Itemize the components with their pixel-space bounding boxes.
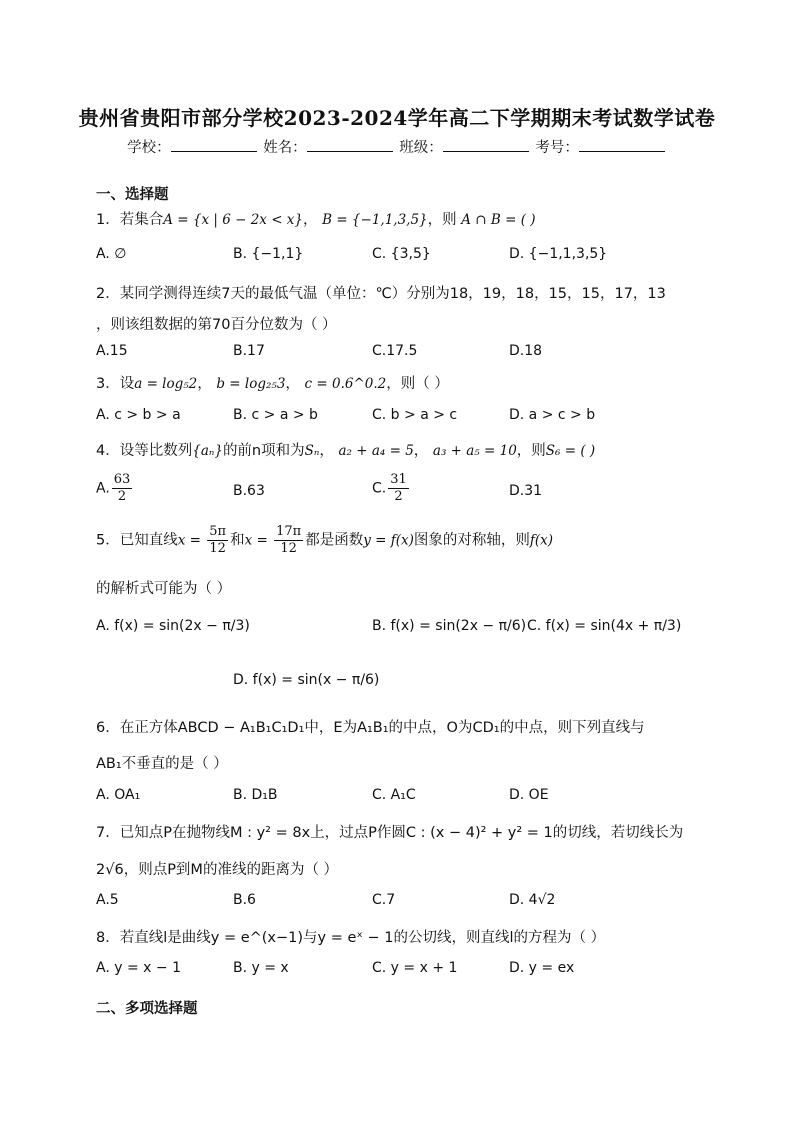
q7-option-c[interactable]: C.7: [372, 892, 396, 908]
fraction: $\frac{5\pi}{12}$: [209, 524, 227, 556]
exam-number-field[interactable]: [579, 136, 665, 152]
question-7-line-2: 2√6，则点P到M的准线的距离为（ ）: [96, 862, 339, 878]
fraction: $\frac{31}{2}$: [390, 472, 407, 504]
question-6-line-1: 6．在正方体ABCD − A₁B₁C₁D₁中，E为A₁B₁的中点，O为CD₁的中点，则下列直线与: [96, 720, 645, 736]
q3-option-a[interactable]: A. c > b > a: [96, 407, 181, 423]
student-info-line: [0, 136, 794, 157]
q1-option-c[interactable]: C. {3,5}: [372, 246, 431, 262]
q3-option-b[interactable]: B. c > a > b: [233, 407, 318, 423]
set-a: A = {x | 6 − 2x < x}: [163, 212, 303, 228]
q1-option-a[interactable]: A. ∅: [96, 246, 127, 262]
name-label: 姓名：: [263, 140, 307, 156]
q8-option-c[interactable]: C. y = x + 1: [372, 960, 458, 976]
q8-option-b[interactable]: B. y = x: [233, 960, 289, 976]
q7-option-d[interactable]: D. 4√2: [509, 892, 556, 908]
q7-option-b[interactable]: B.6: [233, 892, 256, 908]
q5-option-a[interactable]: A. f(x) = sin(2x − π/3): [96, 618, 250, 634]
q4-option-b[interactable]: B.63: [233, 483, 265, 499]
q8-option-d[interactable]: D. y = ex: [509, 960, 575, 976]
question-5-line-2: 的解析式可能为（ ）: [96, 581, 232, 597]
q3-option-c[interactable]: C. b > a > c: [372, 407, 458, 423]
q2-option-b[interactable]: B.17: [233, 343, 265, 359]
q6-option-b[interactable]: B. D₁B: [233, 787, 278, 803]
section-heading-choice: 一、选择题: [96, 187, 169, 203]
exam-title: 贵州省贵阳市部分学校2023-2024学年高二下学期期末考试数学试卷: [78, 106, 716, 130]
q5-option-b[interactable]: B. f(x) = sin(2x − π/6): [372, 618, 527, 634]
q1-option-d[interactable]: D. {−1,1,3,5}: [509, 246, 608, 262]
school-field[interactable]: [171, 136, 257, 152]
section-heading-multiple-choice: 二、多项选择题: [96, 1001, 198, 1017]
class-label: 班级：: [399, 140, 443, 156]
q3-option-d[interactable]: D. a > c > b: [509, 407, 596, 423]
q2-option-c[interactable]: C.17.5: [372, 343, 418, 359]
question-7-line-1: 7．已知点P在抛物线M : y² = 8x上，过点P作圆C : (x − 4)² + y² = 1的切线，若切线长为: [96, 825, 684, 841]
q6-option-c[interactable]: C. A₁C: [372, 787, 416, 803]
question-2-line-2: ，则该组数据的第70百分位数为（ ）: [96, 317, 337, 333]
question-5-line-1: 5．已知直线x = $\frac{5\pi}{12}$ 和x = $\frac{17\pi}{12}$ 都是函数y = f(x)图象的对称轴，则f(x): [96, 524, 554, 556]
q6-option-d[interactable]: D. OE: [509, 787, 549, 803]
school-label: 学校：: [127, 140, 171, 156]
q4-option-d[interactable]: D.31: [509, 483, 543, 499]
fraction: $\frac{63}{2}$: [113, 472, 131, 504]
question-2-line-1: 2．某同学测得连续7天的最低气温（单位：℃）分别为18，19，18，15，15，17，13: [96, 286, 666, 302]
q1-option-b[interactable]: B. {−1,1}: [233, 246, 304, 262]
q4-option-c[interactable]: C. $\frac{31}{2}$: [372, 472, 407, 504]
exam-number-label: 考号：: [535, 140, 579, 156]
class-field[interactable]: [443, 136, 529, 152]
intersection-expr: A ∩ B = ( ): [461, 212, 536, 228]
q6-option-a[interactable]: A. OA₁: [96, 787, 141, 803]
question-8: 8．若直线l是曲线y = e^(x−1)与y = eˣ − 1的公切线，则直线l的方程为（ ）: [96, 930, 606, 946]
q7-option-a[interactable]: A.5: [96, 892, 119, 908]
name-field[interactable]: [307, 136, 393, 152]
question-3: 3．设a = log₅2， b = log₂₅3， c = 0.6^0.2，则（ ）: [96, 376, 449, 392]
q8-option-a[interactable]: A. y = x − 1: [96, 960, 181, 976]
fraction: $\frac{17\pi}{12}$: [276, 524, 302, 556]
question-4: 4．设等比数列{aₙ}的前n项和为Sₙ， a₂ + a₄ = 5， a₃ + a₅ = 10，则S₆ = ( ): [96, 443, 596, 459]
q4-option-a[interactable]: A. $\frac{63}{2}$: [96, 472, 131, 504]
q5-option-d[interactable]: D. f(x) = sin(x − π/6): [233, 672, 380, 688]
q5-option-c[interactable]: C. f(x) = sin(4x + π/3): [527, 618, 682, 634]
q2-option-d[interactable]: D.18: [509, 343, 543, 359]
question-6-line-2: AB₁不垂直的是（ ）: [96, 756, 228, 772]
question-1: 1．若集合A = {x | 6 − 2x < x}， B = {−1,1,3,5}，则 A ∩ B = ( ): [96, 212, 536, 228]
set-b: B = {−1,1,3,5}: [322, 212, 428, 228]
q2-option-a[interactable]: A.15: [96, 343, 128, 359]
